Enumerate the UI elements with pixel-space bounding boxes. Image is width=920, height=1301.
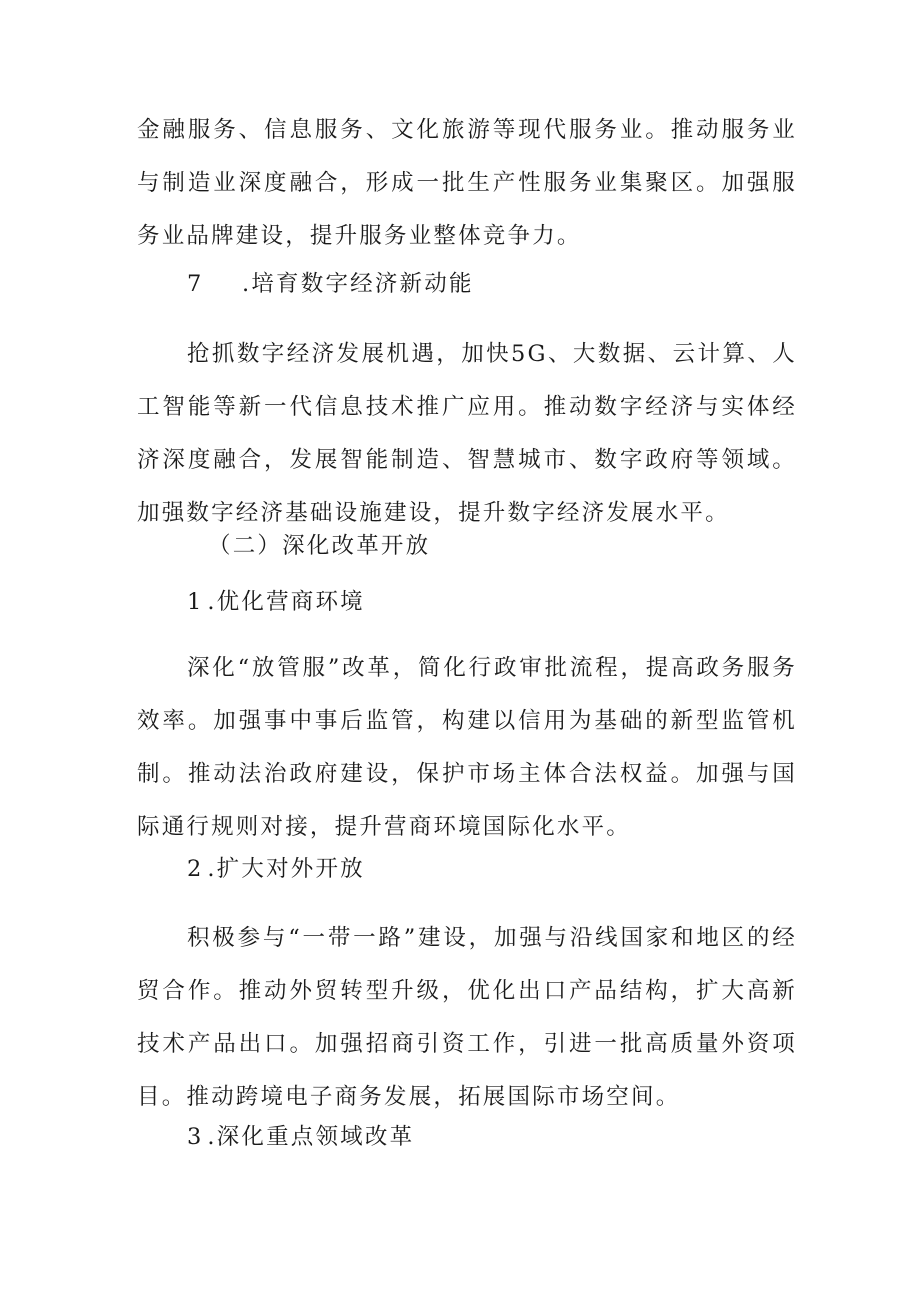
heading-title: .扩大对外开放 [207, 856, 365, 882]
heading-digital-economy [187, 258, 474, 311]
heading-opening-up [187, 843, 365, 896]
section-heading-reform: （二）深化改革开放 [208, 533, 431, 559]
paragraph-opening-up: 积极参与“一带一路”建设，加强与沿线国家和地区的经贸合作。推动外贸转型升级，优化出口产品结构，扩大高新技术产品出口。加强招商引资工作，引进一批高质量外资项目。推动跨境电子商务发展，拓展国际市场空间。 [137, 925, 797, 1110]
heading-number: 1 [187, 589, 202, 615]
heading-title: .培育数字经济新动能 [242, 271, 474, 297]
heading-title: .优化营商环境 [207, 589, 365, 615]
heading-business-environment [187, 576, 365, 629]
heading-number: 3 [187, 1124, 202, 1150]
paragraph-digital-economy: 抢抓数字经济发展机遇，加快5G、大数据、云计算、人工智能等新一代信息技术推广应用。推动数字经济与实体经济深度融合，发展智能制造、智慧城市、数字政府等领域。加强数字经济基础设施建设，提升数字经济发展水平。 [137, 341, 797, 526]
heading-number: 2 [187, 856, 202, 882]
heading-key-reforms [187, 1111, 414, 1164]
paragraph-modern-services: 金融服务、信息服务、文化旅游等现代服务业。推动服务业与制造业深度融合，形成一批生产性服务业集聚区。加强服务业品牌建设，提升服务业整体竞争力。 [137, 117, 797, 249]
paragraph-business-environment: 深化“放管服”改革，简化行政审批流程，提高政务服务效率。加强事中事后监管，构建以信用为基础的新型监管机制。推动法治政府建设，保护市场主体合法权益。加强与国际通行规则对接，提升营商环境国际化水平。 [137, 655, 797, 840]
heading-title: .深化重点领域改革 [207, 1124, 415, 1150]
heading-number: 7 [187, 271, 202, 297]
